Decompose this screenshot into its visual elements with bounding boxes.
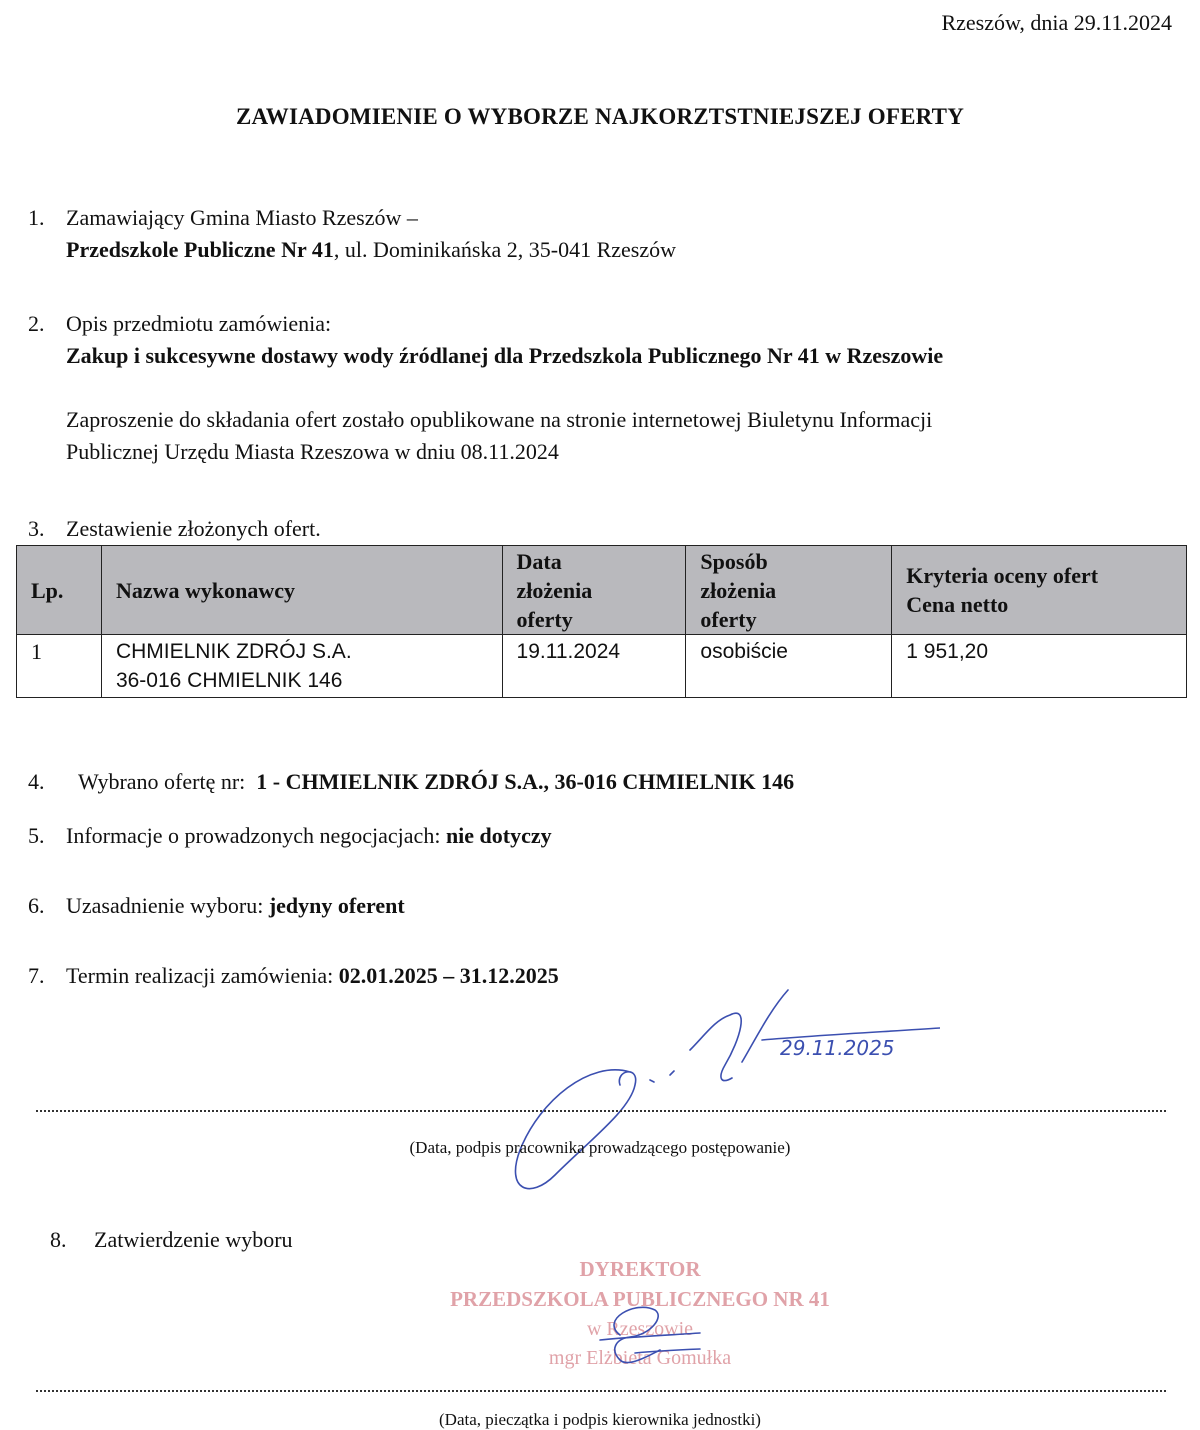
section-5 (28, 820, 552, 852)
section-number: 4. (28, 769, 45, 794)
justification-value: jedyny oferent (268, 893, 405, 918)
signature-line-2 (36, 1390, 1166, 1392)
cell-method: osobiście (686, 635, 892, 698)
section-number: 3. (28, 516, 45, 541)
contracting-party: Zamawiający Gmina Miasto Rzeszów – (66, 205, 418, 230)
section-number: 2. (28, 311, 45, 336)
header-line: złożenia (700, 577, 777, 603)
cell-date: 19.11.2024 (502, 635, 686, 698)
subject-description: Zakup i sukcesywne dostawy wody źródlanej dla Przedszkola Publicznego Nr 41 w Rzeszowie (66, 343, 944, 368)
header-submission-method (686, 546, 892, 635)
header-line: Cena netto (906, 592, 1009, 617)
contractor-address: 36-016 CHMIELNIK 146 (115, 669, 343, 692)
section-number: 6. (28, 893, 45, 918)
document-date: Rzeszów, dnia 29.11.2024 (941, 10, 1172, 35)
section-number: 5. (28, 823, 45, 848)
negotiations-label: Informacje o prowadzonych negocjacjach: (66, 823, 441, 848)
invitation-line-1: Zaproszenie do składania ofert zostało opublikowane na stronie internetowej Biuletynu Informacji (66, 407, 933, 432)
header-line: Sposób (700, 548, 768, 574)
employee-signature (480, 980, 940, 1200)
section-8 (50, 1224, 293, 1256)
table-row (17, 635, 1187, 698)
header-lp: Lp. (17, 546, 102, 635)
section-3 (28, 513, 321, 545)
justification-label: Uzasadnienie wyboru: (66, 893, 264, 918)
header-contractor-name: Nazwa wykonawcy (101, 546, 502, 635)
header-submission-date (502, 546, 686, 635)
signature-line-1 (36, 1110, 1166, 1112)
section-number: 8. (50, 1227, 67, 1252)
signature-caption-2: (Data, pieczątka i podpis kierownika jednostki) (439, 1410, 761, 1429)
stamp-line: w Rzeszowie (586, 1318, 694, 1340)
section-4 (28, 766, 794, 798)
institution-name: Przedszkole Publiczne Nr 41 (66, 237, 334, 262)
contractor-name: CHMIELNIK ZDRÓJ S.A. (115, 640, 352, 663)
cell-lp: 1 (17, 635, 102, 698)
section-number: 7. (28, 963, 45, 988)
section-2 (28, 308, 1188, 468)
header-line: oferty (516, 606, 573, 632)
completion-term-value: 02.01.2025 – 31.12.2025 (338, 963, 559, 988)
header-line: oferty (700, 606, 757, 632)
header-line: Kryteria oceny ofert (906, 563, 1099, 588)
offers-table (16, 545, 1187, 698)
offers-summary-label: Zestawienie złożonych ofert. (66, 516, 321, 541)
header-line: złożenia (516, 577, 593, 603)
stamp-line: mgr Elżbieta Gomułka (548, 1347, 732, 1369)
header-line: Data (516, 548, 562, 574)
stamp-line: DYREKTOR (579, 1257, 701, 1281)
stamp-line: PRZEDSZKOLA PUBLICZNEGO NR 41 (450, 1287, 830, 1311)
handwritten-date: 29.11.2025 (780, 1036, 895, 1060)
cell-price: 1 951,20 (892, 635, 1187, 698)
table-header-row (17, 546, 1187, 635)
institution-address: , ul. Dominikańska 2, 35-041 Rzeszów (333, 237, 676, 262)
section-6 (28, 890, 405, 922)
director-signature (560, 1295, 710, 1375)
invitation-line-2: Publicznej Urzędu Miasta Rzeszowa w dniu 08.11.2024 (66, 439, 559, 464)
subject-label: Opis przedmiotu zamówienia: (66, 311, 332, 336)
negotiations-value: nie dotyczy (445, 823, 552, 848)
selected-offer-value: 1 - CHMIELNIK ZDRÓJ S.A., 36-016 CHMIELNIK 146 (256, 769, 795, 794)
header-criteria (892, 546, 1187, 635)
document-title: ZAWIADOMIENIE O WYBORZE NAJKORZTSTNIEJSZEJ OFERTY (235, 104, 965, 129)
approval-label: Zatwierdzenie wyboru (94, 1227, 293, 1252)
cell-contractor (101, 635, 502, 698)
selected-offer-label: Wybrano ofertę nr: (78, 769, 246, 794)
completion-term-label: Termin realizacji zamówienia: (66, 963, 334, 988)
signature-caption-1: (Data, podpis pracownika prowadzącego postępowanie) (409, 1138, 791, 1157)
section-1 (28, 202, 676, 266)
section-number: 1. (28, 205, 45, 230)
